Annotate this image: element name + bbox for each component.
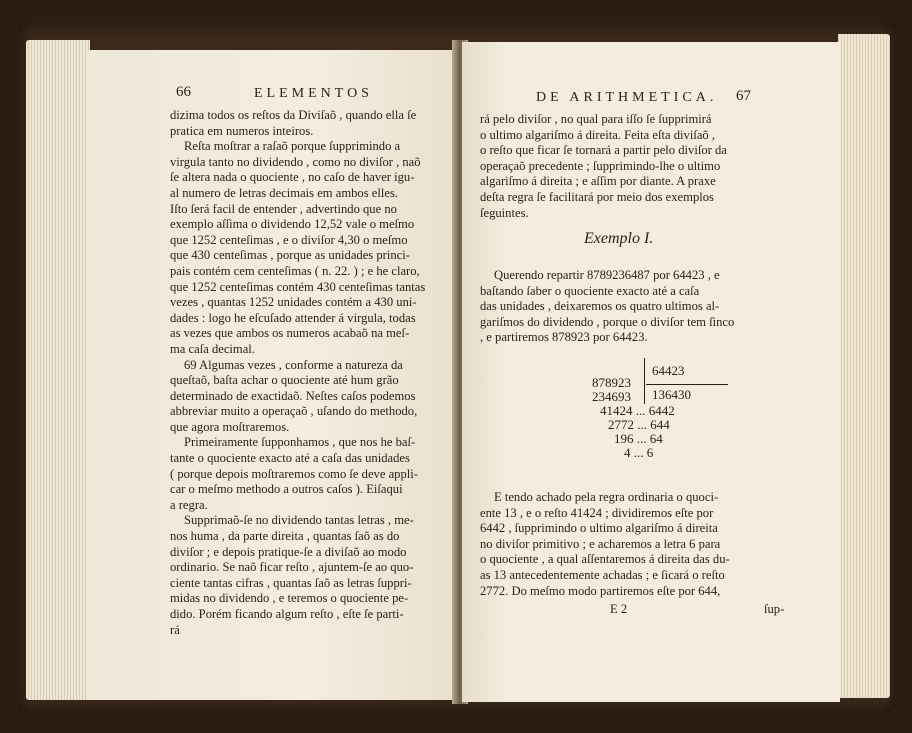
text-line: car o meſmo methodo a outros caſos ). Eiſaqui — [170, 482, 403, 497]
text-line: , e partiremos 878923 por 64423. — [480, 330, 648, 345]
text-line: pais contém cem centeſimas ( n. 22. ) ; e he claro, — [170, 263, 420, 278]
text-line: virgula tanto no dividendo , como no diviſor , naõ — [170, 154, 421, 169]
text-line: o reſto que ficar ſe tornará a partir pelo diviſor da — [480, 143, 727, 158]
page-edges-right — [838, 34, 890, 698]
text-line: abbreviar muito a operaçaõ , uſando do methodo, — [170, 404, 418, 419]
example-heading: Exemplo I. — [584, 230, 654, 247]
text-line: algariſmo á direita ; e aſſim por diante. A praxe — [480, 174, 716, 189]
text-line: vezes , quantas 1252 unidades contém a 430 uni- — [170, 295, 417, 310]
text-line: 69 Algumas vezes , conforme a natureza da — [184, 357, 403, 372]
text-line: ( porque depois moſtraremos como ſe deve appli- — [170, 466, 418, 481]
left-page — [86, 50, 458, 700]
division-horizontal-rule — [646, 384, 728, 385]
text-line: pratica em numeros inteiros. — [170, 123, 314, 138]
right-page-number: 67 — [736, 88, 751, 104]
text-line: operaçaõ precedente ; ſupprimindo-lhe o ultimo — [480, 158, 721, 173]
text-line: midas no dividendo , e teremos o quociente pe- — [170, 591, 409, 606]
text-line: Supprimaõ-ſe no dividendo tantas letras , me- — [184, 513, 414, 528]
text-line: Primeiramente ſupponhamos , que nos he baſ- — [184, 435, 416, 450]
text-line: ma caſa decimal. — [170, 341, 255, 356]
example-text — [480, 268, 734, 346]
left-body-text — [170, 108, 425, 638]
text-line: o quociente , a qual aſſentaremos á direita das du- — [480, 552, 730, 567]
text-line: ſeguintes. — [480, 205, 529, 220]
right-body-text-top — [480, 112, 727, 221]
text-line: o ultimo algariſmo á direita. Feita eſta diviſaõ , — [480, 127, 716, 142]
text-line: as 13 antecedentemente achadas ; e ſicará o reſto — [480, 567, 725, 582]
division-quotient: 136430 — [652, 387, 691, 402]
text-line: determinado de exactidaõ. Neſtes caſos podemos — [170, 388, 416, 403]
text-line: al numero de letras decimais em ambos elles. — [170, 185, 399, 200]
text-line: exemplo aſſima o dividendo 12,52 vale o meſmo — [170, 217, 415, 232]
text-line: diviſor ; e depois pratique-ſe a diviſaõ ao modo — [170, 544, 407, 559]
text-line: que agora moſtraremos. — [170, 419, 290, 434]
catchword: ſup- — [764, 602, 785, 616]
text-line: baſtando ſaber o quociente exacto até a caſa — [480, 283, 700, 298]
text-line: E tendo achado pela regra ordinaria o quoci- — [494, 490, 719, 504]
text-line: rá pelo diviſor , no qual para iſſo ſe ſupprimirá — [480, 112, 712, 126]
text-line: ordinario. Se naõ ficar reſto , ajuntem-ſe ao quo- — [170, 560, 414, 575]
text-line: dizima todos os reſtos da Diviſaõ , quando ella ſe — [170, 108, 417, 122]
division-divisor: 64423 — [652, 363, 685, 378]
text-line: ciente tantas cifras , quantas ſaõ as letras ſuppri- — [170, 575, 412, 590]
right-body-text-bottom — [480, 490, 730, 599]
text-line: deſta regra ſe facilitará por meio dos exemplos — [480, 189, 714, 204]
right-page — [462, 42, 840, 702]
text-line: que 1252 centeſimas , e o diviſor 4,30 o meſmo — [170, 232, 408, 247]
page-edges-left — [26, 40, 90, 700]
division-row: 41424 ... 6442 — [600, 403, 675, 418]
division-row: 878923 — [592, 375, 631, 390]
division-row: 196 ... 64 — [614, 431, 663, 446]
signature-mark: E 2 — [610, 602, 628, 616]
text-line: 6442 , ſupprimindo o ultimo algariſmo á direita — [480, 521, 718, 536]
right-running-head: DE ARITHMETICA. — [536, 90, 718, 105]
text-line: dades : logo he eſcuſado attender á virgula, todas — [170, 310, 416, 325]
text-line: que 430 centeſimas , porque as unidades princi- — [170, 248, 410, 263]
text-line: gariſmos do dividendo , porque o diviſor tem ſinco — [480, 314, 735, 329]
division-vertical-rule — [644, 358, 645, 404]
text-line: no diviſor primitivo ; e acharemos a letra 6 para — [480, 536, 721, 551]
text-line: as vezes que ambos os numeros acabaõ na meſ- — [170, 326, 410, 341]
text-line: que 1252 centeſimas contém 430 centeſimas tantas — [170, 279, 426, 294]
text-line: a regra. — [170, 497, 208, 512]
text-line: das unidades , deixaremos os quatro ultimos al- — [480, 299, 720, 314]
text-line: rá — [170, 622, 180, 637]
text-line: Reſta moſtrar a raſaõ porque ſupprimindo a — [184, 139, 401, 154]
text-line: Iſto ſerá facil de entender , advertindo que no — [170, 201, 397, 216]
text-line: tante o quociente exacto até a caſa das unidades — [170, 451, 410, 466]
left-running-head: ELEMENTOS — [254, 86, 373, 101]
division-row: 2772 ... 644 — [608, 417, 670, 432]
long-division-table — [590, 358, 780, 468]
division-row: 234693 — [592, 389, 631, 404]
text-line: Querendo repartir 8789236487 por 64423 , e — [494, 268, 720, 282]
text-line: ente 13 , e o reſto 41424 ; dividiremos eſte por — [480, 505, 714, 520]
text-line: 2772. Do meſmo modo partiremos eſte por 644, — [480, 583, 721, 598]
text-line: nos huma , da parte direita , quantas ſaõ as do — [170, 529, 400, 544]
text-line: ſe altera nada o quociente , no caſo de haver igu- — [170, 170, 415, 185]
text-line: dido. Porém ficando algum reſto , eſte ſe parti- — [170, 607, 404, 621]
left-page-number: 66 — [176, 84, 191, 100]
text-line: queſtaõ, baſta achar o quociente até hum grão — [170, 373, 399, 388]
division-row: 4 ... 6 — [624, 445, 654, 460]
